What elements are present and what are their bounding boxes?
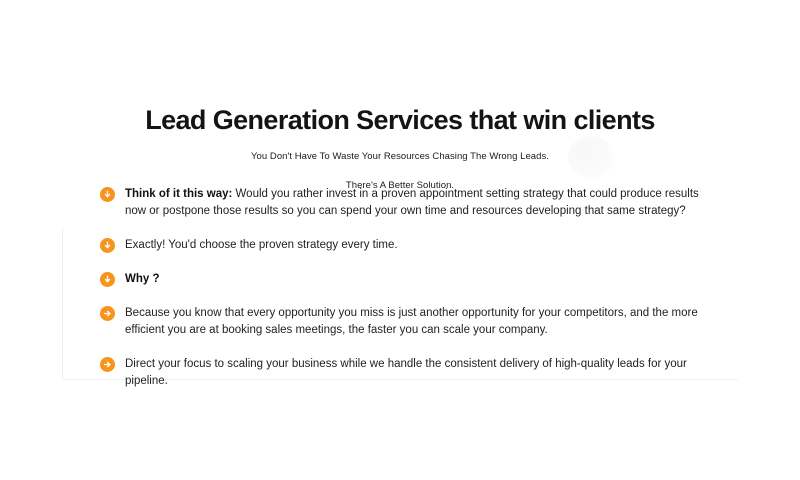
list-item-text: Why ?	[125, 273, 160, 285]
arrow-down-circle-icon	[100, 272, 115, 287]
list-item-text: Because you know that every opportunity you miss is just another opportunity for your competitors, and the more efficient you are at booking sales meetings, the faster you can scale your company.	[125, 307, 698, 336]
hero-section	[0, 0, 800, 192]
page-edge-left-divider	[62, 228, 63, 380]
arrow-right-circle-icon	[100, 306, 115, 321]
list-item	[100, 186, 700, 220]
list-item-body: Would you rather invest in a proven appointment setting strategy that could produce results now or postpone those results so you can spend your own time and resources developing that same strategy?	[125, 188, 699, 217]
list-item-text	[125, 186, 700, 220]
page-title: Lead Generation Services that win clients	[145, 105, 655, 135]
hero-subheadline-primary: You Don't Have To Waste Your Resources Chasing The Wrong Leads.	[251, 151, 549, 162]
arrow-down-circle-icon	[100, 187, 115, 202]
hero-subheadline-secondary: There's A Better Solution.	[345, 180, 455, 191]
arrow-down-circle-icon	[100, 238, 115, 253]
list-item	[100, 356, 700, 390]
list-item-lead: Think of it this way:	[125, 188, 233, 200]
list-item-text: Direct your focus to scaling your business while we handle the consistent delivery of high-quality leads for your pipeline.	[125, 358, 687, 387]
arrow-right-circle-icon	[100, 357, 115, 372]
benefits-list	[100, 186, 700, 404]
list-item	[100, 237, 700, 254]
list-item-text: Exactly! You'd choose the proven strategy every time.	[125, 239, 398, 251]
list-item	[100, 305, 700, 339]
list-item	[100, 271, 700, 288]
